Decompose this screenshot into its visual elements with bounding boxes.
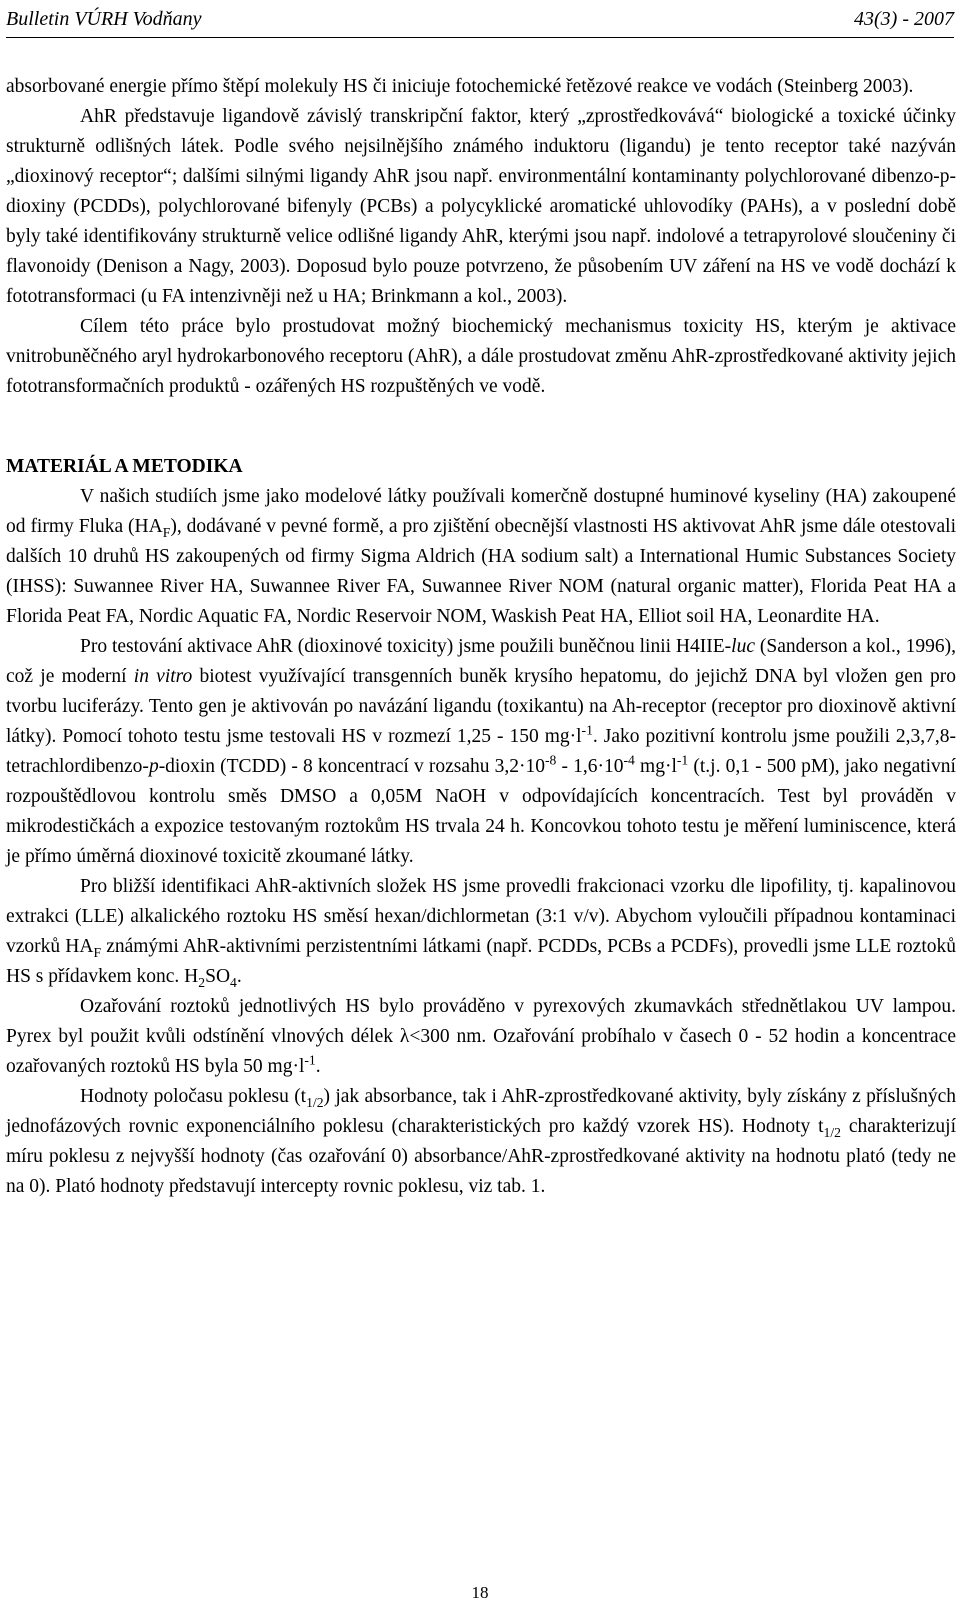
text-segment: ) jak absorbance, tak i AhR-zprostředkované aktivity, byly získány z příslušných jednofázových rovnic exponenciálního poklesu (charakteristických pro každý vzorek HS). Hodnoty t — [6, 1086, 956, 1137]
paragraph-ahr: AhR představuje ligandově závislý transkripční faktor, který „zprostředkovává“ biologické a toxické účinky strukturně odlišných látek. Podle svého nejsilnějšího známého induktoru (ligandu) je tento receptor také nazýván „dioxinový receptor“; dalšími silnými ligandy AhR jsou např. environmentální kontaminanty polychlorované dibenzo-p-dioxiny (PCDDs), polychlorované bifenyly (PCBs) a polycyklické aromatické uhlovodíky (PAHs), a v poslední době byly také identifikovány strukturně velice odlišné ligandy AhR, kterými jsou např. indolové a tetrapyrolové sloučeniny či flavonoidy (Denison a Nagy, 2003). Doposud bylo pouze potvrzeno, že působením UV záření na HS ve vodě dochází k fototransformaci (u FA intenzivněji než u HA; Brinkmann a kol., 2003). — [6, 106, 956, 307]
text-segment: (Sanderson a kol., 1996), což je moderní — [6, 636, 956, 687]
text-segment: známými AhR-aktivními perzistentními látkami (např. PCDDs, PCBs a PCDFs), provedli jsme LLE roztoků HS s přídavkem konc. H — [6, 936, 956, 987]
paragraph-fractionation — [6, 872, 956, 992]
text-segment: mg·l — [634, 756, 677, 777]
text-segment: Pro testování aktivace AhR (dioxinové toxicity) jsme použili buněčnou linii H4IIE- — [80, 636, 732, 657]
text-segment: SO — [205, 966, 231, 987]
text-segment: (t.j. 0,1 - 500 pM), jako negativní rozpouštědlovou kontrolu směs DMSO a 0,05M NaOH v odpovídajících koncentracích. Test byl prováděn v mikrodestičkách a expozice testovaným roztokům HS trvala 24 h. Koncovkou tohoto testu je měření luminiscence, která je přímo úměrná dioxinové toxicitě zkoumané látky. — [6, 756, 956, 867]
paragraph-aim: Cílem této práce bylo prostudovat možný biochemický mechanismus toxicity HS, kterým je aktivace vnitrobuněčného aryl hydrokarbonového receptoru (AhR), a dále prostudovat změnu AhR-zprostředkované aktivity jejich fototransformačních produktů - ozářených HS rozpuštěných ve vodě. — [6, 316, 956, 397]
issue-number: 43(3) - 2007 — [854, 7, 954, 30]
text-segment: Ozařování roztoků jednotlivých HS bylo prováděno v pyrexových zkumavkách střednětlakou UV lampou. Pyrex byl použit kvůli odstínění vlnových délek λ<300 nm. Ozařování probíhalo v časech 0 - 52 hodin a koncentrace ozařovaných roztoků HS byla 50 mg·l — [6, 996, 956, 1077]
paragraph-materials — [6, 482, 956, 632]
text-segment: ), dodávané v pevné formě, a pro zjištění obecnější vlastnosti HS aktivovat AhR jsme dále otestovali dalších 10 druhů HS zakoupených od firmy Sigma Aldrich (HA sodium salt) a International Humic Substances Society (IHSS): Suwannee River HA, Suwannee River FA, Suwannee River NOM (natural organic matter), Florida Peat HA a Florida Peat FA, Nordic Aquatic FA, Nordic Reservoir NOM, Waskish Peat HA, Elliot soil HA, Leonardite HA. — [6, 516, 956, 627]
superscript: -8 — [545, 752, 557, 768]
paragraph-methods-ahr — [6, 632, 956, 872]
subscript: 2 — [198, 974, 206, 990]
article-body — [6, 72, 956, 1202]
text-segment-italic: luc — [731, 636, 755, 657]
text-segment: Pro bližší identifikaci AhR-aktivních složek HS jsme provedli frakcionaci vzorku dle lipofility, tj. kapalinovou extrakci (LLE) alkalického roztoku HS směsí hexan/dichlormetan (3:1 v/v). Abychom vyloučili případnou kontaminaci vzorků HA — [6, 876, 956, 957]
text-segment: V našich studiích jsme jako modelové látky používali komerčně dostupné huminové kyseliny (HA) zakoupené od firmy Fluka (HA — [6, 486, 956, 537]
text-segment: . — [315, 1056, 321, 1077]
page-number: 18 — [471, 1583, 489, 1602]
text-segment-italic: p — [148, 756, 159, 777]
header-rule — [6, 37, 954, 38]
subscript: 1/2 — [306, 1094, 324, 1110]
text-segment: - 1,6·10 — [556, 756, 624, 777]
superscript: -1 — [304, 1052, 316, 1068]
text-segment: Hodnoty poločasu poklesu (t — [80, 1086, 307, 1107]
text-segment: -dioxin (TCDD) - 8 koncentrací v rozsahu 3,2·10 — [158, 756, 545, 777]
superscript: -1 — [581, 722, 593, 738]
superscript: -4 — [623, 752, 635, 768]
subscript: F — [162, 524, 171, 540]
superscript: -1 — [676, 752, 689, 768]
paragraph-half-life — [6, 1082, 956, 1202]
running-header — [6, 4, 954, 34]
text-segment-italic: in vitro — [133, 666, 193, 687]
text-segment: . Jako pozitivní kontrolu jsme použili 2,3,7,8-tetrachlordibenzo- — [6, 726, 956, 777]
text-segment: charakterizují míru poklesu z nejvyšší hodnoty (čas ozařování 0) absorbance/AhR-zprostředkované aktivity na hodnotu plató (tedy ne na 0). Plató hodnoty představují intercepty rovnic poklesu, viz tab. 1. — [6, 1116, 957, 1197]
paragraph-irradiation — [6, 992, 956, 1082]
subscript: 4 — [230, 974, 237, 990]
text-segment: biotest využívající transgenních buněk krysího hepatomu, do jejichž DNA byl vložen gen pro tvorbu luciferázy. Tento gen je aktivován po navázání ligandu (toxikantu) na Ah-receptor (receptor pro dioxinově aktivní látky). Pomocí tohoto testu jsme testovali HS v rozmezí 1,25 - 150 mg·l — [6, 666, 956, 747]
journal-title: Bulletin VÚRH Vodňany — [6, 7, 202, 30]
paragraph-intro-end: absorbované energie přímo štěpí molekuly HS či iniciuje fotochemické řetězové reakce ve vodách (Steinberg 2003). — [6, 76, 914, 97]
text-segment: . — [236, 966, 242, 987]
subscript: F — [93, 944, 102, 960]
section-heading: MATERIÁL A METODIKA — [6, 456, 243, 477]
subscript: 1/2 — [823, 1124, 841, 1140]
